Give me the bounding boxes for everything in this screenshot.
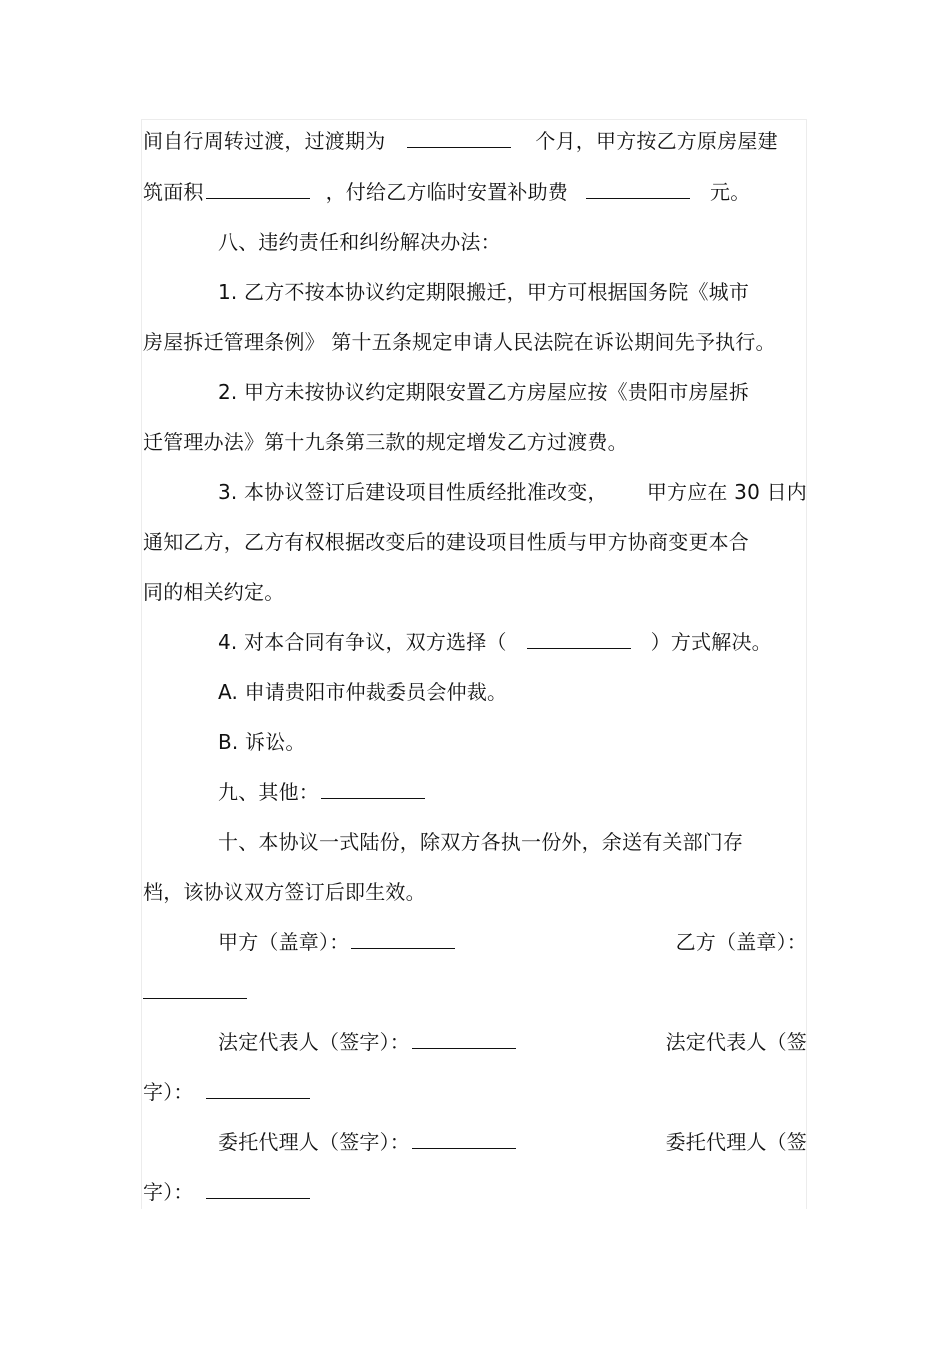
text-floor-area: 筑面积 [143, 180, 204, 204]
blank-party-b-agent [206, 1178, 310, 1199]
agent-line-2 [143, 1178, 807, 1206]
clause-8-3-line-2: 通知乙方，乙方有权根据改变后的建设项目性质与甲方协商变更本合 [143, 530, 749, 554]
option-b: B. 诉讼。 [218, 730, 306, 754]
party-b-agent-cont: 字）： [143, 1180, 194, 1204]
clause-8-2-line-2: 迁管理办法》第十九条第三款的规定增发乙方过渡费。 [143, 430, 628, 454]
blank-party-a-agent [412, 1128, 516, 1149]
text-transition-period: 间自行周转过渡，过渡期为 [143, 129, 386, 153]
party-b-seal-label: 乙方（盖章）： [675, 930, 807, 954]
party-a-seal-label: 甲方（盖章）： [218, 930, 350, 954]
party-b-agent-label: 委托代理人（签 [665, 1130, 807, 1154]
party-seal-line [143, 928, 807, 956]
clause-8-1-line-2: 房屋拆迁管理条例》 第十五条规定申请人民法院在诉讼期间先予执行。 [143, 330, 776, 354]
clause-8-3-text: 3. 本协议签订后建设项目性质经批准改变， [218, 480, 608, 504]
party-a-agent-label: 委托代理人（签字）： [218, 1130, 410, 1154]
text-line-2 [143, 178, 807, 206]
party-b-legal-rep-cont: 字）： [143, 1080, 194, 1104]
clause-8-4-text: 4. 对本合同有争议，双方选择（ [218, 630, 507, 654]
text-yuan: 元。 [710, 180, 751, 204]
section-10-line-1: 十、本协议一式陆份，除双方各执一份外，余送有关部门存 [218, 830, 744, 854]
text-line-1 [143, 127, 807, 155]
clause-8-1-line-1: 1. 乙方不按本协议约定期限搬迁，甲方可根据国务院《城市 [218, 280, 750, 304]
option-a: A. 申请贵阳市仲裁委员会仲裁。 [218, 680, 508, 704]
party-a-legal-rep-label: 法定代表人（签字）： [218, 1030, 410, 1054]
party-b-seal-blank-line [143, 978, 807, 1006]
agent-line [143, 1128, 807, 1156]
clause-8-3-deadline: 甲方应在 30 日内 [646, 480, 807, 504]
blank-other [321, 778, 425, 799]
blank-party-b-legal-rep [206, 1078, 310, 1099]
text-subsidy: ，付给乙方临时安置补助费 [325, 180, 569, 204]
blank-party-a-seal [351, 928, 455, 949]
blank-party-a-legal-rep [412, 1028, 516, 1049]
clause-8-2-line-1: 2. 甲方未按协议约定期限安置乙方房屋应按《贵阳市房屋拆 [218, 380, 750, 404]
blank-dispute-method [527, 628, 631, 649]
blank-floor-area [206, 178, 310, 199]
clause-8-3-line-1 [143, 478, 807, 506]
clause-8-3-line-3: 同的相关约定。 [143, 580, 285, 604]
clause-8-4-line [143, 628, 807, 656]
section-9-line [143, 778, 807, 806]
blank-subsidy-amount [586, 178, 690, 199]
section-10-line-2: 档，该协议双方签订后即生效。 [143, 880, 426, 904]
text-months-area: 个月，甲方按乙方原房屋建 [535, 129, 778, 153]
legal-rep-line-2 [143, 1078, 807, 1106]
clause-8-4-tail: ）方式解决。 [650, 630, 772, 654]
blank-party-b-seal [143, 978, 247, 999]
legal-rep-line [143, 1028, 807, 1056]
section-8-heading: 八、违约责任和纠纷解决办法： [218, 230, 501, 254]
party-b-legal-rep-label: 法定代表人（签 [665, 1030, 807, 1054]
blank-transition-months [407, 127, 511, 148]
section-9-heading: 九、其他： [218, 780, 319, 804]
